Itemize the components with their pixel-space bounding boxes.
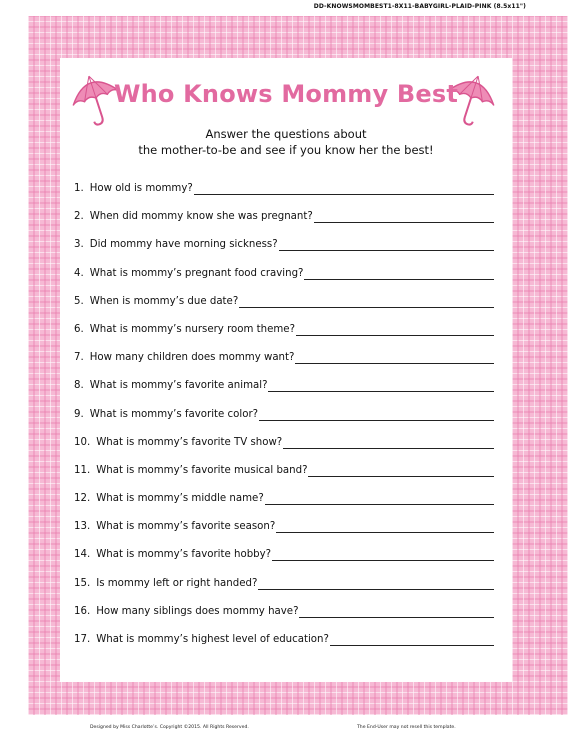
question-number: 6. — [74, 323, 84, 335]
question-item — [74, 521, 494, 549]
question-number: 15. — [74, 577, 91, 589]
question-number: 12. — [74, 493, 91, 505]
question-item — [74, 606, 494, 634]
question-text: What is mommy’s favorite hobby? — [96, 549, 272, 561]
answer-line — [276, 521, 494, 533]
answer-line — [194, 183, 494, 195]
question-item — [74, 578, 494, 606]
answer-line — [295, 352, 494, 364]
question-item — [74, 239, 494, 267]
copyright-notice: Designed by Miss Charlotte’s. Copyright ©2015. All Rights Reserved. — [90, 725, 249, 730]
question-text: What is mommy’s highest level of education? — [96, 634, 329, 645]
question-number: 9. — [74, 408, 84, 420]
question-text: What is mommy’s pregnant food craving? — [89, 267, 304, 279]
answer-line — [265, 493, 494, 505]
question-text: Did mommy have morning sickness? — [89, 239, 278, 251]
question-item — [74, 324, 494, 352]
answer-line — [308, 465, 494, 477]
question-number: 16. — [74, 605, 91, 617]
answer-line — [268, 380, 494, 392]
answer-line — [283, 437, 494, 449]
question-number: 5. — [74, 295, 84, 307]
license-notice: The End-User may not resell this template. — [357, 725, 456, 730]
question-text: Is mommy left or right handed? — [96, 577, 258, 589]
question-item — [74, 380, 494, 408]
question-number: 17. — [74, 634, 91, 645]
answer-line — [279, 239, 494, 251]
question-item — [74, 183, 494, 211]
page-title: Who Knows Mommy Best — [113, 80, 459, 108]
product-code: DD-KNOWSMOMBEST1-8X11-BABYGIRL-PLAID-PINK (8.5x11") — [313, 3, 526, 10]
question-item — [74, 268, 494, 296]
question-text: When is mommy’s due date? — [89, 295, 239, 307]
question-item — [74, 493, 494, 521]
question-number: 1. — [74, 183, 84, 194]
answer-line — [239, 296, 494, 308]
question-text: How old is mommy? — [89, 183, 193, 194]
question-list — [74, 183, 494, 662]
instructions — [60, 126, 512, 158]
question-item — [74, 352, 494, 380]
question-text: What is mommy’s favorite TV show? — [96, 436, 283, 448]
answer-line — [304, 268, 494, 280]
question-text: What is mommy’s favorite color? — [89, 408, 259, 420]
question-text: What is mommy’s favorite season? — [96, 521, 276, 533]
answer-line — [299, 606, 494, 618]
question-item — [74, 437, 494, 465]
question-text: What is mommy’s favorite animal? — [89, 380, 268, 392]
question-item — [74, 409, 494, 437]
question-text: What is mommy’s favorite musical band? — [96, 464, 308, 476]
question-number: 2. — [74, 211, 84, 223]
question-item — [74, 549, 494, 577]
question-number: 14. — [74, 549, 91, 561]
question-number: 13. — [74, 521, 91, 533]
question-item — [74, 634, 494, 662]
answer-line — [258, 578, 494, 590]
instructions-line-2: the mother-to-be and see if you know her the best! — [138, 143, 434, 157]
question-number: 4. — [74, 267, 84, 279]
question-item — [74, 296, 494, 324]
question-item — [74, 211, 494, 239]
question-text: How many children does mommy want? — [89, 352, 295, 364]
question-text: What is mommy’s nursery room theme? — [89, 323, 295, 335]
answer-line — [314, 211, 494, 223]
answer-line — [296, 324, 494, 336]
answer-line — [330, 634, 494, 646]
question-text: How many siblings does mommy have? — [96, 605, 299, 617]
question-item — [74, 465, 494, 493]
question-number: 3. — [74, 239, 84, 251]
question-text: When did mommy know she was pregnant? — [89, 211, 313, 223]
question-number: 10. — [74, 436, 91, 448]
question-number: 7. — [74, 352, 84, 364]
answer-line — [259, 409, 494, 421]
question-text: What is mommy’s middle name? — [96, 493, 264, 505]
answer-line — [272, 549, 494, 561]
question-number: 8. — [74, 380, 84, 392]
question-number: 11. — [74, 464, 91, 476]
instructions-line-1: Answer the questions about — [205, 127, 367, 141]
